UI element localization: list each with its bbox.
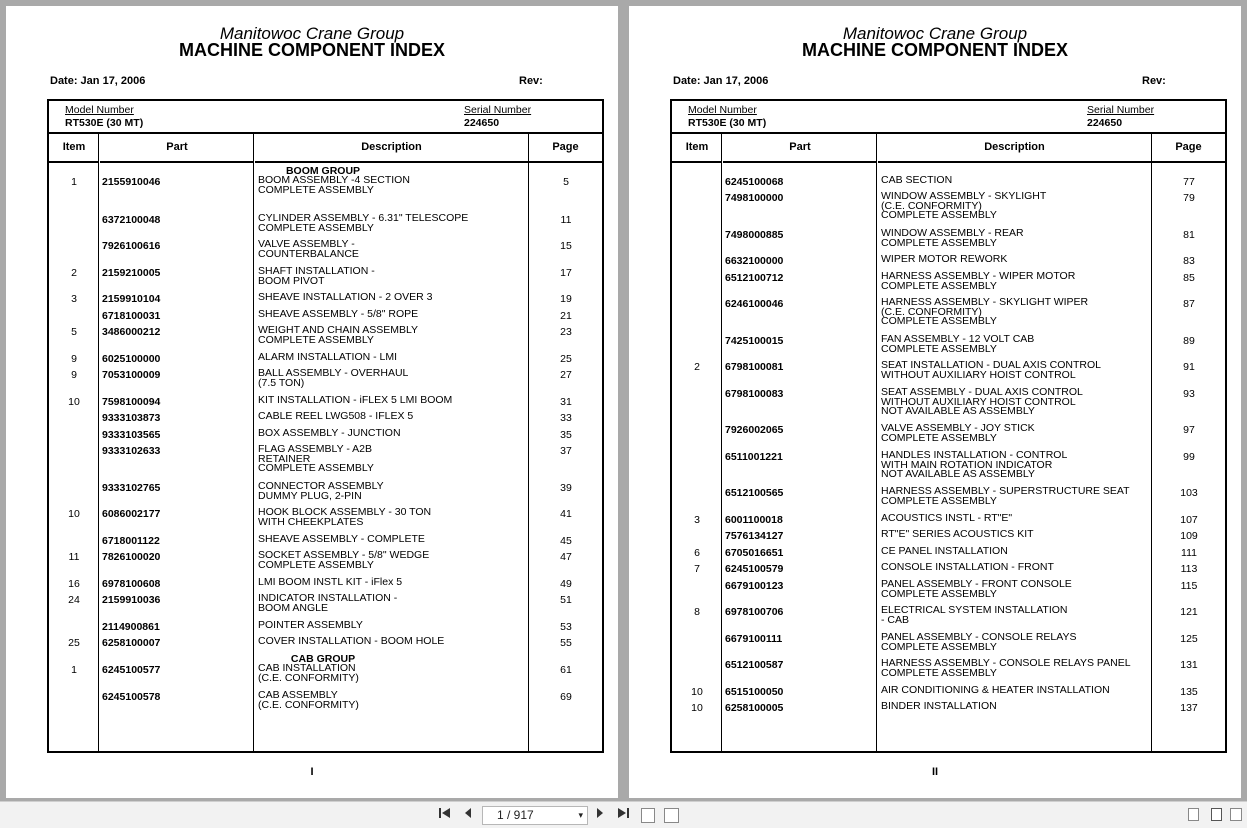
model-number-label: Model Number — [688, 104, 757, 116]
item-cell: 10 — [691, 686, 703, 698]
page-ref-cell: 5 — [563, 176, 569, 188]
description-line: NOT AVAILABLE AS ASSEMBLY — [881, 468, 1035, 480]
page-ref-cell: 39 — [560, 482, 572, 494]
page-layout-icon[interactable] — [641, 808, 655, 823]
item-cell: 10 — [68, 508, 80, 520]
part-number-cell: 6512100587 — [725, 659, 784, 671]
description-cell — [881, 388, 1151, 417]
description-line: FLAG ASSEMBLY - A2B — [258, 443, 372, 455]
column-divider — [721, 134, 722, 751]
description-line: BINDER INSTALLATION — [881, 700, 997, 712]
description-cell — [258, 621, 528, 631]
description-line: WIPER MOTOR REWORK — [881, 253, 1008, 265]
page-ref-cell: 55 — [560, 637, 572, 649]
item-cell: 8 — [694, 606, 700, 618]
col-header-description: Description — [878, 134, 1151, 163]
page-ref-cell: 51 — [560, 594, 572, 606]
column-divider — [528, 134, 529, 751]
page-ref-cell: 35 — [560, 429, 572, 441]
part-number-cell: 6246100046 — [725, 298, 784, 310]
item-cell: 24 — [68, 594, 80, 606]
description-cell — [258, 691, 528, 710]
component-table — [670, 99, 1227, 753]
page-ref-cell: 111 — [1181, 547, 1197, 559]
description-cell — [881, 547, 1151, 557]
page-ref-cell: 107 — [1180, 514, 1198, 526]
page-ref-cell: 41 — [560, 508, 572, 520]
description-cell — [881, 702, 1151, 712]
description-cell — [881, 606, 1151, 625]
last-page-icon[interactable] — [614, 806, 632, 824]
part-number-cell: 6511001221 — [725, 451, 783, 463]
description-cell — [258, 326, 528, 345]
description-line: HARNESS ASSEMBLY - SKYLIGHT WIPER — [881, 296, 1089, 308]
description-line: BOX ASSEMBLY - JUNCTION — [258, 427, 401, 439]
description-cell — [881, 633, 1151, 652]
description-line: AIR CONDITIONING & HEATER INSTALLATION — [881, 684, 1110, 696]
item-cell: 16 — [68, 578, 80, 590]
description-line: WITH CHEEKPLATES — [258, 515, 364, 528]
description-line: (C.E. CONFORMITY) — [258, 698, 359, 711]
item-cell: 11 — [68, 551, 80, 563]
description-line: BOOM ANGLE — [258, 601, 329, 614]
model-number-value: RT530E (30 MT) — [65, 117, 144, 129]
part-number-cell: 2159910036 — [102, 594, 161, 606]
description-line: WITH MAIN ROTATION INDICATOR — [881, 458, 1053, 471]
description-cell — [258, 176, 528, 195]
description-line: VALVE ASSEMBLY - JOY STICK — [881, 422, 1035, 434]
description-line: HANDLES INSTALLATION - CONTROL — [881, 449, 1068, 461]
page-ref-cell: 19 — [560, 293, 572, 305]
item-cell: 7 — [694, 563, 700, 575]
description-line: COUNTERBALANCE — [258, 247, 359, 260]
description-cell — [881, 424, 1151, 443]
column-divider — [98, 134, 99, 751]
description-line: BOOM PIVOT — [258, 274, 325, 287]
col-header-page: Page — [529, 134, 602, 163]
description-line: WITHOUT AUXILIARY HOIST CONTROL — [881, 368, 1076, 381]
part-number-cell: 6086002177 — [102, 508, 161, 520]
description-line: ELECTRICAL SYSTEM INSTALLATION — [881, 604, 1068, 616]
page-ref-cell: 131 — [1180, 659, 1198, 671]
page-ref-cell: 15 — [560, 240, 572, 252]
page-ref-cell: 25 — [560, 353, 572, 365]
viewer-toolbar — [0, 801, 1247, 828]
page-ref-cell: 99 — [1183, 451, 1195, 463]
part-number-cell: 6245100577 — [102, 664, 161, 676]
prev-page-icon[interactable] — [460, 806, 476, 824]
serial-number-label: Serial Number — [1087, 104, 1155, 116]
component-table — [47, 99, 604, 753]
item-cell: 9 — [71, 369, 77, 381]
description-cell — [881, 487, 1151, 506]
page-ref-cell: 135 — [1180, 686, 1198, 698]
item-cell: 1 — [71, 664, 77, 676]
description-line: COMPLETE ASSEMBLY — [258, 183, 374, 196]
description-cell — [258, 594, 528, 613]
description-cell — [258, 293, 528, 303]
item-cell: 10 — [68, 396, 80, 408]
part-number-cell: 6372100048 — [102, 214, 161, 226]
description-cell — [258, 482, 528, 501]
page-ref-cell: 83 — [1183, 255, 1195, 267]
part-number-cell: 6245100068 — [725, 176, 784, 188]
part-number-cell: 7598100094 — [102, 396, 161, 408]
page-ref-cell: 79 — [1183, 192, 1195, 204]
company-name: Manitowoc Crane Group — [219, 24, 405, 43]
page-ref-cell: 91 — [1183, 361, 1195, 373]
group-heading: BOOM GROUP — [285, 165, 361, 177]
description-line: SHEAVE ASSEMBLY - 5/8" ROPE — [258, 308, 419, 320]
part-number-cell: 6798100081 — [725, 361, 784, 373]
col-header-description: Description — [255, 134, 528, 163]
serial-number-value: 224650 — [1087, 117, 1123, 129]
part-number-cell: 6512100565 — [725, 487, 784, 499]
part-number-cell: 6258100005 — [725, 702, 784, 714]
part-number-cell: 7498000885 — [725, 229, 784, 241]
part-number-cell: 6679100123 — [725, 580, 784, 592]
description-cell — [881, 451, 1151, 480]
description-line: COMPLETE ASSEMBLY — [881, 640, 997, 653]
model-strip — [672, 101, 1225, 134]
item-cell: 2 — [71, 267, 77, 279]
part-number-cell: 9333103565 — [102, 429, 161, 441]
serial-number-value: 224650 — [464, 117, 500, 129]
document-page-2 — [629, 6, 1241, 798]
page-ref-cell: 77 — [1183, 176, 1195, 188]
page-ref-cell: 103 — [1180, 487, 1198, 499]
part-number-cell: 7926002065 — [725, 424, 784, 436]
page-ref-cell: 37 — [560, 445, 572, 457]
description-cell — [881, 272, 1151, 291]
description-line: SHAFT INSTALLATION - — [258, 265, 375, 277]
description-cell — [881, 361, 1151, 380]
description-line: WEIGHT AND CHAIN ASSEMBLY — [258, 324, 419, 336]
description-line: CONSOLE INSTALLATION - FRONT — [881, 561, 1054, 573]
page-ref-cell: 81 — [1183, 229, 1195, 241]
col-header-part: Part — [723, 134, 877, 163]
model-number-value: RT530E (30 MT) — [688, 117, 767, 129]
item-cell: 10 — [691, 702, 703, 714]
chevron-down-icon[interactable]: ▾ — [578, 810, 583, 820]
page-ref-cell: 89 — [1183, 335, 1195, 347]
description-line: BOOM ASSEMBLY -4 SECTION — [258, 174, 410, 186]
document-page-1 — [6, 6, 618, 798]
description-line: DUMMY PLUG, 2-PIN — [258, 489, 362, 502]
item-cell: 9 — [71, 353, 77, 365]
description-line: POINTER ASSEMBLY — [258, 619, 363, 631]
item-cell: 5 — [71, 326, 77, 338]
description-line: (C.E. CONFORMITY) — [881, 305, 982, 318]
description-line: WINDOW ASSEMBLY - SKYLIGHT — [881, 190, 1047, 202]
next-page-icon[interactable] — [592, 806, 608, 824]
description-cell — [881, 335, 1151, 354]
description-line: CABLE REEL LWG508 - IFLEX 5 — [258, 410, 414, 422]
description-cell — [881, 686, 1151, 696]
description-line: WITHOUT AUXILIARY HOIST CONTROL — [881, 395, 1076, 408]
item-cell: 2 — [694, 361, 700, 373]
col-header-page: Page — [1152, 134, 1225, 163]
description-line: COMPLETE ASSEMBLY — [881, 666, 997, 679]
two-page-icon[interactable] — [664, 808, 679, 823]
description-line: HARNESS ASSEMBLY - WIPER MOTOR — [881, 270, 1076, 282]
page-ref-cell: 61 — [560, 664, 572, 676]
item-cell: 3 — [71, 293, 77, 305]
description-line: COVER INSTALLATION - BOOM HOLE — [258, 635, 445, 647]
part-number-cell: 6718100031 — [102, 310, 161, 322]
part-number-cell: 6798100083 — [725, 388, 784, 400]
item-cell: 1 — [71, 176, 77, 188]
date-label: Date: Jan 17, 2006 — [50, 75, 146, 87]
first-page-icon[interactable] — [436, 806, 454, 824]
description-cell — [258, 578, 528, 588]
part-number-cell: 2159210005 — [102, 267, 161, 279]
col-header-item: Item — [672, 134, 722, 163]
description-cell — [258, 369, 528, 388]
description-line: COMPLETE ASSEMBLY — [881, 279, 997, 292]
description-cell — [258, 240, 528, 259]
description-line: COMPLETE ASSEMBLY — [258, 333, 374, 346]
part-number-cell: 6978100706 — [725, 606, 784, 618]
facing-pages-icon[interactable] — [1230, 808, 1242, 821]
part-number-cell: 6245100579 — [725, 563, 784, 575]
description-line: (C.E. CONFORMITY) — [881, 199, 982, 212]
date-label: Date: Jan 17, 2006 — [673, 75, 769, 87]
item-cell: 6 — [694, 547, 700, 559]
part-number-cell: 3486000212 — [102, 326, 161, 338]
description-line: SHEAVE ASSEMBLY - COMPLETE — [258, 533, 425, 545]
description-line: COMPLETE ASSEMBLY — [258, 558, 374, 571]
description-line: WINDOW ASSEMBLY - REAR — [881, 227, 1024, 239]
column-divider — [876, 134, 877, 751]
description-line: HARNESS ASSEMBLY - CONSOLE RELAYS PANEL — [881, 657, 1131, 669]
page-ref-cell: 31 — [560, 396, 572, 408]
page-indicator: 1 / 917 — [497, 808, 534, 822]
page-number-field[interactable] — [482, 806, 588, 825]
description-cell — [881, 580, 1151, 599]
description-line: RETAINER — [258, 452, 311, 465]
page-ref-cell: 109 — [1180, 530, 1198, 542]
company-name: Manitowoc Crane Group — [842, 24, 1028, 43]
page-ref-cell: 17 — [560, 267, 572, 279]
description-line: COMPLETE ASSEMBLY — [881, 209, 997, 221]
description-line: FAN ASSEMBLY - 12 VOLT CAB — [881, 333, 1035, 345]
part-number-cell: 7926100616 — [102, 240, 161, 252]
item-cell: 25 — [68, 637, 80, 649]
continuous-page-icon[interactable] — [1211, 808, 1222, 821]
description-cell — [258, 535, 528, 545]
part-number-cell: 2114900861 — [102, 621, 160, 633]
part-number-cell: 9333102765 — [102, 482, 161, 494]
description-line: BALL ASSEMBLY - OVERHAUL — [258, 367, 409, 379]
part-number-cell: 7425100015 — [725, 335, 784, 347]
part-number-cell: 6632100000 — [725, 255, 784, 267]
page-ref-cell: 121 — [1180, 606, 1198, 618]
description-line: ALARM INSTALLATION - LMI — [258, 351, 398, 363]
description-cell — [881, 255, 1151, 265]
description-cell — [258, 551, 528, 570]
description-line: COMPLETE ASSEMBLY — [881, 494, 997, 507]
description-cell — [258, 664, 528, 683]
part-number-cell: 7826100020 — [102, 551, 161, 563]
description-cell — [258, 429, 528, 439]
description-line: SHEAVE INSTALLATION - 2 OVER 3 — [258, 291, 433, 303]
page-ref-cell: 85 — [1183, 272, 1195, 284]
description-line: COMPLETE ASSEMBLY — [881, 236, 997, 249]
rev-label: Rev: — [519, 75, 543, 87]
description-line: ACOUSTICS INSTL - RT"E" — [881, 512, 1013, 524]
page-ref-cell: 47 — [560, 551, 572, 563]
part-number-cell: 6245100578 — [102, 691, 161, 703]
page-ref-cell: 113 — [1180, 563, 1198, 575]
description-line: (C.E. CONFORMITY) — [258, 671, 359, 684]
description-line: CONNECTOR ASSEMBLY — [258, 480, 384, 492]
description-cell — [881, 229, 1151, 248]
page-ref-cell: 53 — [560, 621, 572, 633]
part-number-cell: 6025100000 — [102, 353, 161, 365]
part-number-cell: 9333102633 — [102, 445, 161, 457]
page-ref-cell: 93 — [1183, 388, 1195, 400]
model-number-label: Model Number — [65, 104, 134, 116]
model-strip — [49, 101, 602, 134]
part-number-cell: 6679100111 — [725, 633, 783, 645]
description-line: SOCKET ASSEMBLY - 5/8" WEDGE — [258, 549, 430, 561]
rev-label: Rev: — [1142, 75, 1166, 87]
part-number-cell: 2159910104 — [102, 293, 161, 305]
col-header-item: Item — [49, 134, 99, 163]
part-number-cell: 6515100050 — [725, 686, 784, 698]
part-number-cell: 9333103873 — [102, 412, 161, 424]
description-line: VALVE ASSEMBLY - — [258, 238, 355, 250]
page-ref-cell: 137 — [1180, 702, 1198, 714]
part-number-cell: 6258100007 — [102, 637, 161, 649]
page-ref-cell: 97 — [1183, 424, 1195, 436]
description-line: SEAT INSTALLATION - DUAL AXIS CONTROL — [881, 359, 1101, 371]
description-cell — [881, 192, 1151, 221]
page-ref-cell: 115 — [1180, 580, 1198, 592]
page-ref-cell: 87 — [1183, 298, 1195, 310]
page-ref-cell: 45 — [560, 535, 572, 547]
description-line: (7.5 TON) — [258, 376, 305, 389]
page-ref-cell: 11 — [560, 214, 572, 226]
description-line: SEAT ASSEMBLY - DUAL AXIS CONTROL — [881, 386, 1083, 398]
document-title: MACHINE COMPONENT INDEX — [801, 40, 1068, 60]
description-cell — [258, 267, 528, 286]
description-line: COMPLETE ASSEMBLY — [258, 221, 374, 234]
part-number-cell: 6718001122 — [102, 535, 160, 547]
description-line: CAB ASSEMBLY — [258, 689, 338, 701]
serial-number-label: Serial Number — [464, 104, 532, 116]
description-cell — [881, 298, 1151, 327]
description-line: COMPLETE ASSEMBLY — [258, 462, 374, 474]
description-cell — [258, 412, 528, 422]
description-line: CE PANEL INSTALLATION — [881, 545, 1008, 557]
page-footer-number: I — [310, 766, 314, 778]
page-ref-cell: 21 — [560, 310, 572, 322]
description-line: COMPLETE ASSEMBLY — [881, 587, 997, 600]
document-title: MACHINE COMPONENT INDEX — [178, 40, 445, 60]
description-line: CAB SECTION — [881, 174, 953, 186]
description-cell — [258, 396, 528, 406]
page-footer-number: II — [931, 766, 939, 778]
single-page-icon[interactable] — [1188, 808, 1199, 821]
part-number-cell: 7576134127 — [725, 530, 784, 542]
page-ref-cell: 23 — [560, 326, 572, 338]
description-line: CAB INSTALLATION — [258, 662, 356, 674]
part-number-cell: 7053100009 — [102, 369, 161, 381]
description-cell — [881, 563, 1151, 573]
description-line: HARNESS ASSEMBLY - SUPERSTRUCTURE SEAT — [881, 485, 1130, 497]
description-cell — [258, 637, 528, 647]
part-number-cell: 6512100712 — [725, 272, 784, 284]
description-cell — [258, 445, 528, 474]
part-number-cell: 7498100000 — [725, 192, 784, 204]
col-header-part: Part — [100, 134, 254, 163]
part-number-cell: 6978100608 — [102, 578, 161, 590]
description-cell — [881, 176, 1151, 186]
description-line: COMPLETE ASSEMBLY — [881, 315, 997, 327]
description-cell — [258, 353, 528, 363]
description-cell — [881, 659, 1151, 678]
description-cell — [881, 530, 1151, 540]
column-divider — [253, 134, 254, 751]
description-cell — [258, 214, 528, 233]
group-heading: CAB GROUP — [290, 653, 356, 665]
item-cell: 3 — [694, 514, 700, 526]
page-ref-cell: 125 — [1180, 633, 1198, 645]
description-line: HOOK BLOCK ASSEMBLY - 30 TON — [258, 506, 432, 518]
description-line: RT"E" SERIES ACOUSTICS KIT — [881, 528, 1034, 540]
description-line: PANEL ASSEMBLY - CONSOLE RELAYS — [881, 631, 1077, 643]
part-number-cell: 6001100018 — [725, 514, 783, 526]
description-line: CYLINDER ASSEMBLY - 6.31" TELESCOPE — [258, 212, 469, 224]
page-ref-cell: 27 — [560, 369, 572, 381]
part-number-cell: 2155910046 — [102, 176, 161, 188]
description-cell — [258, 508, 528, 527]
description-cell — [258, 310, 528, 320]
description-line: NOT AVAILABLE AS ASSEMBLY — [881, 405, 1035, 417]
description-line: COMPLETE ASSEMBLY — [881, 342, 997, 355]
page-ref-cell: 69 — [560, 691, 572, 703]
page-ref-cell: 33 — [560, 412, 572, 424]
description-line: LMI BOOM INSTL KIT - iFlex 5 — [258, 576, 403, 588]
description-cell — [881, 514, 1151, 524]
description-line: KIT INSTALLATION - iFLEX 5 LMI BOOM — [258, 394, 453, 406]
description-line: PANEL ASSEMBLY - FRONT CONSOLE — [881, 578, 1072, 590]
description-line: COMPLETE ASSEMBLY — [881, 431, 997, 444]
page-ref-cell: 49 — [560, 578, 572, 590]
part-number-cell: 6705016651 — [725, 547, 784, 559]
description-line: - CAB — [881, 613, 910, 626]
description-line: INDICATOR INSTALLATION - — [258, 592, 398, 604]
